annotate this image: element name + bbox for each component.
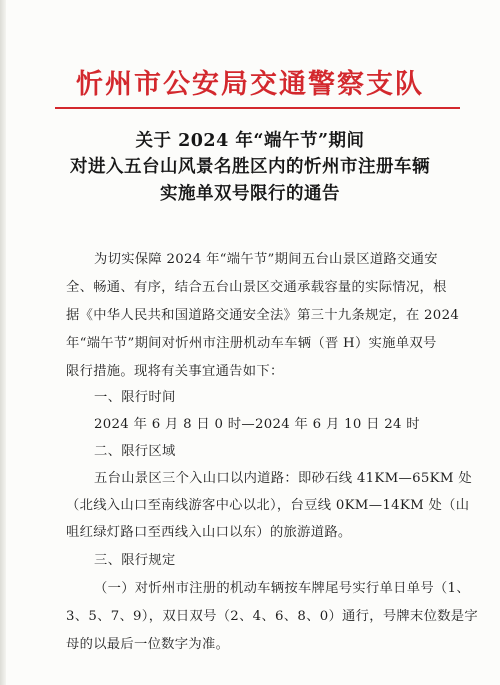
section-2-line-1: 五台山景区三个入山口以内道路：即砂石线 41KM—65KM 处 (94, 471, 472, 486)
section-1-line-1: 2024 年 6 月 8 日 0 时—2024 年 6 月 10 日 24 时 (94, 417, 420, 432)
intro-line-5: 限行措施。现将有关事宜通告如下： (66, 364, 284, 379)
intro-line-2: 全、畅通、有序，结合五台山景区交通承载容量的实际情况，根 (66, 280, 447, 295)
title-line-2: 对进入五台山风景名胜区内的忻州市注册车辆 (70, 157, 430, 177)
intro-line-3: 据《中华人民共和国道路交通安全法》第三十九条规定，在 2024 (66, 308, 460, 323)
section-2-line-2: （北线入山口至南线游客中心以北），台豆线 0KM—14KM 处（山 (66, 498, 470, 513)
page-binding-edge (0, 0, 6, 685)
section-1-heading: 一、限行时间 (94, 390, 176, 405)
title-line-1: 关于 2024 年“端午节”期间 (135, 131, 365, 151)
section-2-heading: 二、限行区域 (94, 444, 176, 459)
section-3-heading: 三、限行规定 (94, 553, 176, 568)
section-2-line-3: 咀红绿灯路口至西线入山口以东）的旅游道路。 (66, 525, 352, 540)
org-name-header: 忻州市公安局交通警察支队 (76, 69, 424, 100)
title-line-3: 实施单双号限行的通告 (160, 184, 340, 204)
intro-line-1: 为切实保障 2024 年“端午节”期间五台山景区道路交通安 (94, 252, 438, 267)
section-3-line-1: （一）对忻州市注册的机动车辆按车牌尾号实行单日单号（1、 (94, 581, 470, 596)
section-3-line-2: 3、5、7、9），双日双号（2、4、6、8、0）通行，号牌末位数是字 (66, 609, 478, 624)
section-3-line-3: 母的以最后一位数字为准。 (66, 637, 230, 652)
intro-line-4: 年“端午节”期间对忻州市注册机动车车辆（晋 H）实施单双号 (66, 336, 437, 351)
red-header-rule (55, 107, 460, 109)
